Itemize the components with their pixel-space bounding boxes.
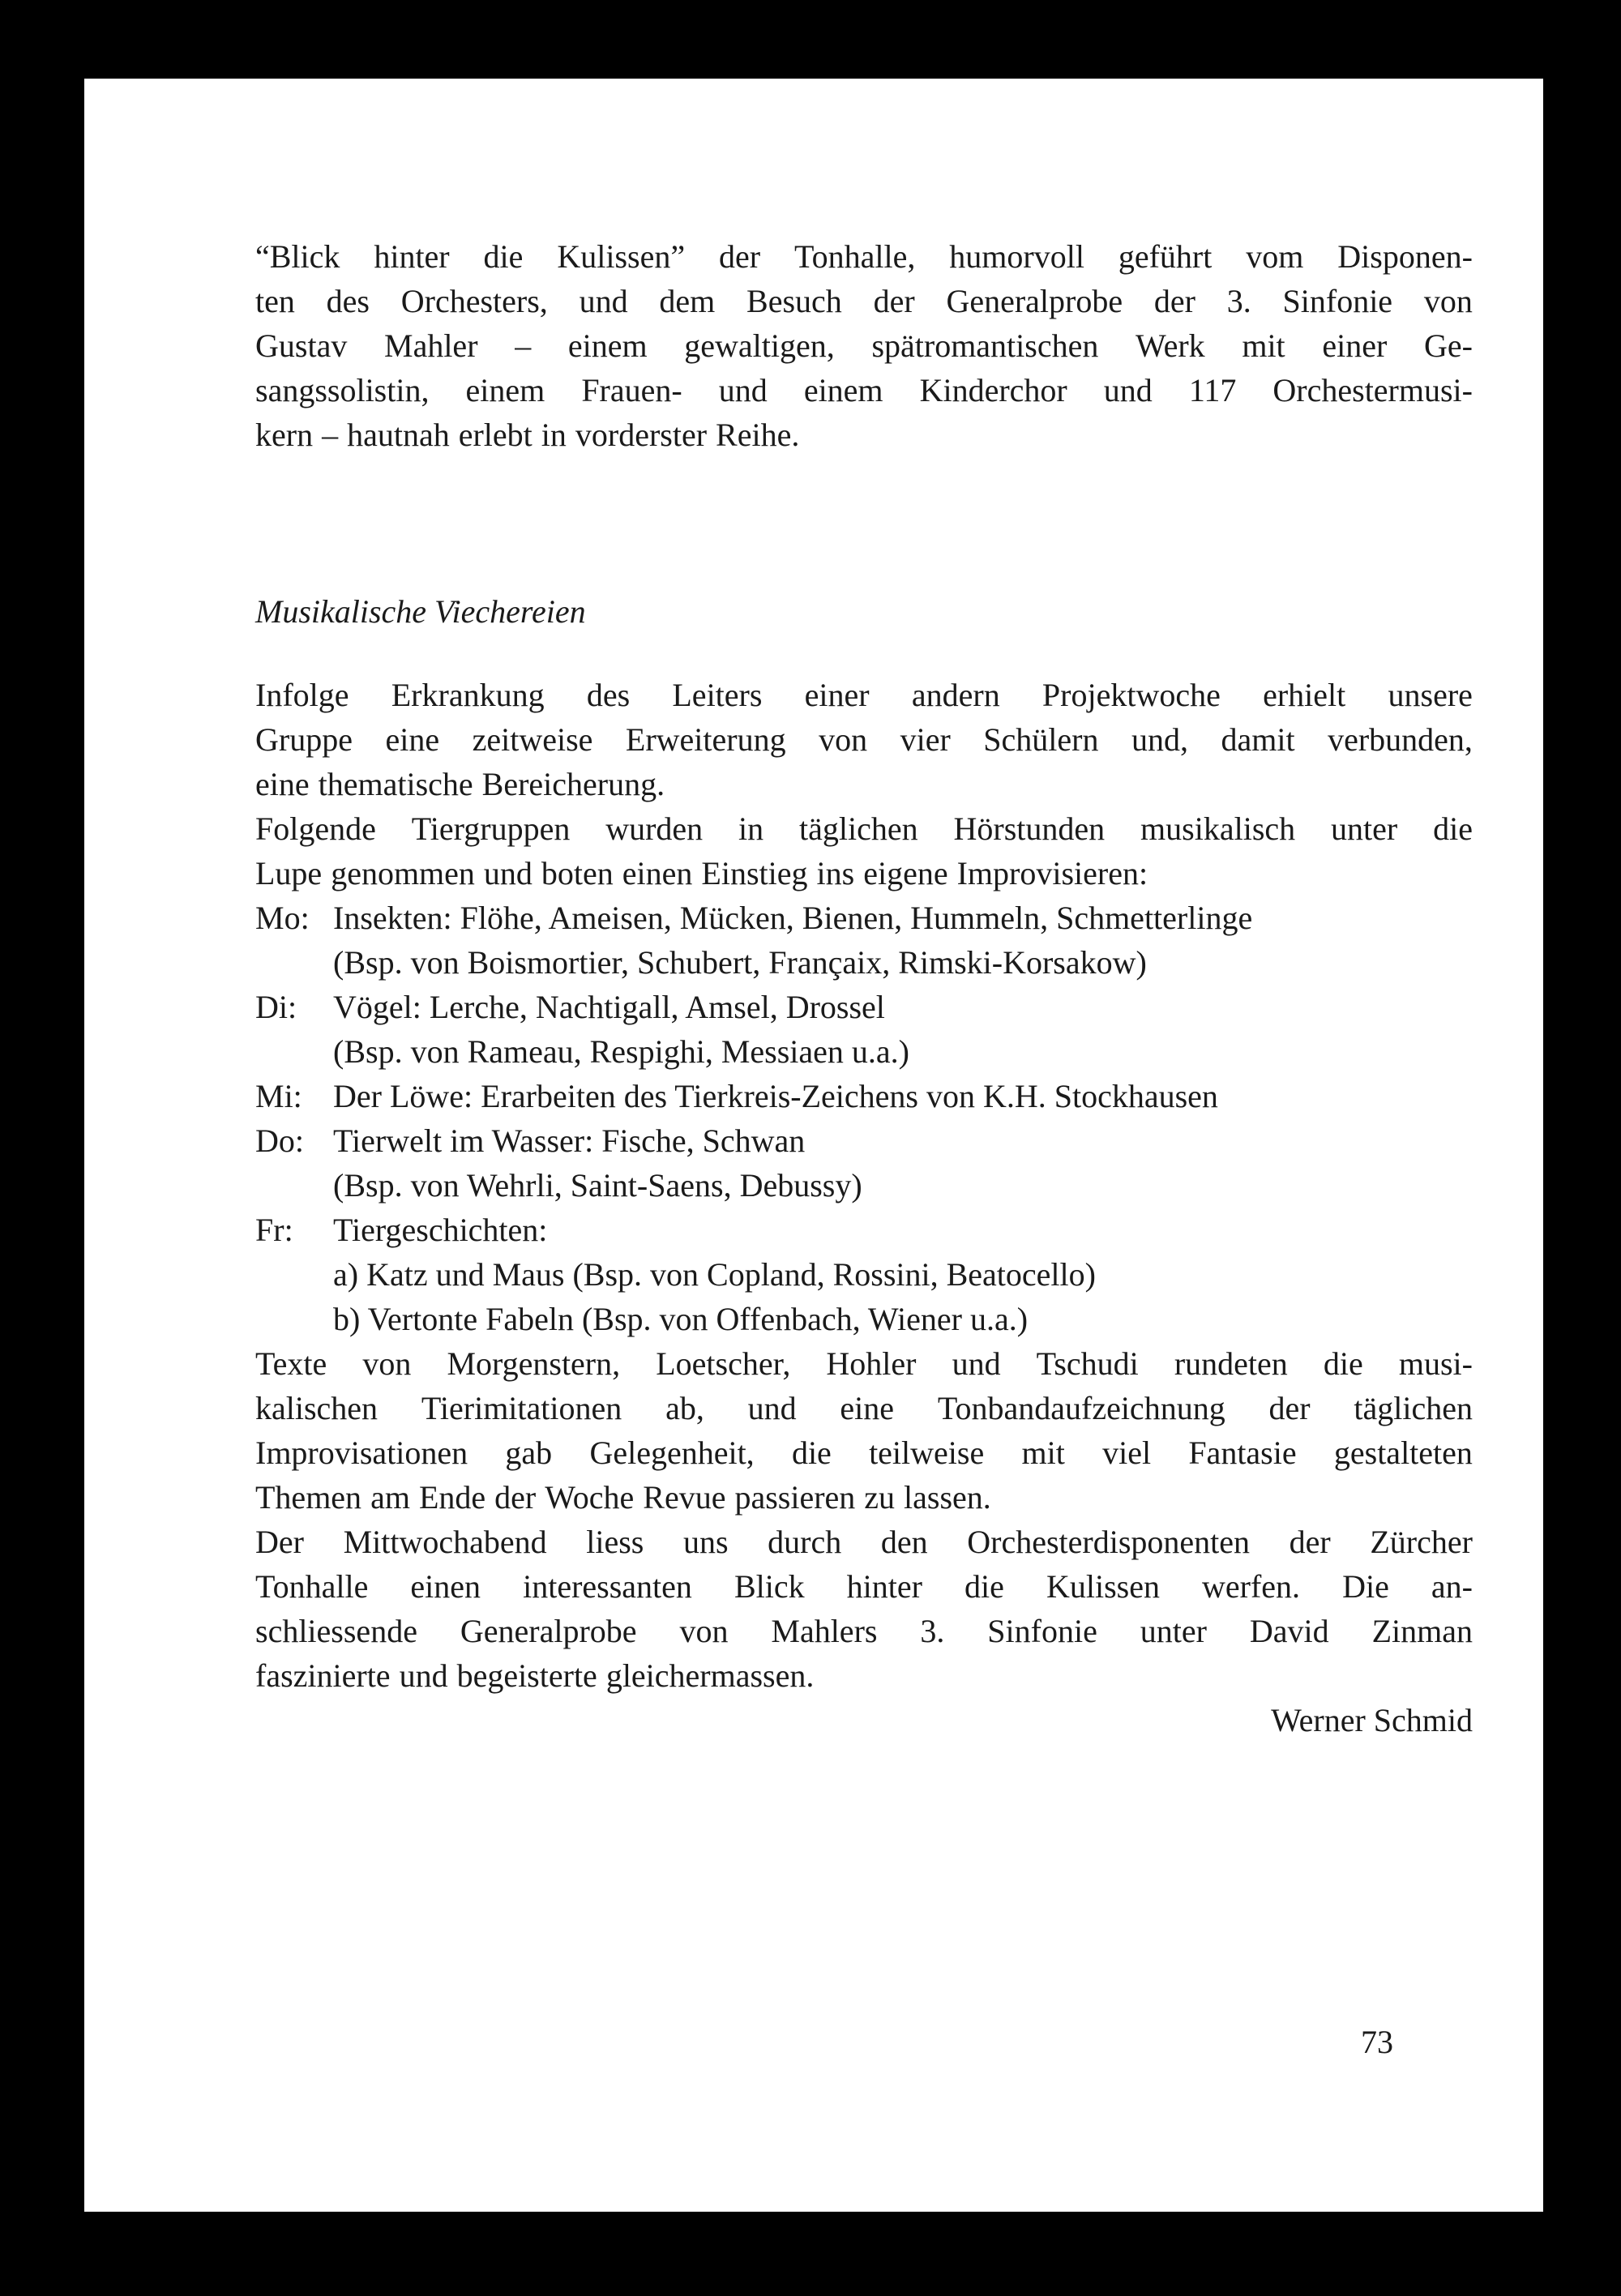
word: unsere	[1388, 677, 1473, 713]
word: einer	[1322, 327, 1388, 364]
word: wurden	[605, 810, 704, 847]
word: die	[964, 1568, 1004, 1605]
word: vom	[1246, 238, 1304, 275]
word: erhielt	[1263, 677, 1346, 713]
word: –	[322, 417, 339, 453]
word: des	[326, 283, 370, 319]
word: Generalprobe	[460, 1613, 637, 1649]
word: spätromantischen	[871, 327, 1099, 364]
intro-paragraph	[255, 234, 1473, 457]
word: der	[873, 283, 915, 319]
word: Improvisieren:	[956, 855, 1148, 891]
word: eigene	[863, 855, 948, 891]
word: zu	[864, 1479, 896, 1516]
word: gewaltigen,	[684, 327, 835, 364]
paragraph-line	[255, 1475, 1473, 1520]
document-page	[84, 79, 1543, 2212]
word: kalischen	[255, 1390, 379, 1426]
word: hinter	[374, 238, 450, 275]
list-item	[255, 1163, 1473, 1208]
word: Mittwochabend	[343, 1524, 547, 1560]
word: Tiergruppen	[411, 810, 571, 847]
word: uns	[682, 1524, 729, 1560]
word: eine	[385, 721, 440, 758]
word: Improvisationen	[255, 1434, 468, 1471]
word: humorvoll	[949, 238, 1084, 275]
word: Texte	[255, 1345, 327, 1382]
day-text: Tiergeschichten:	[333, 1212, 548, 1248]
day-label	[255, 1163, 333, 1208]
word: 3.	[920, 1613, 945, 1649]
word: einen	[622, 855, 693, 891]
day-label	[255, 1029, 333, 1074]
word: Mahler	[384, 327, 478, 364]
day-label: Di:	[255, 989, 297, 1025]
word: Disponen-	[1337, 238, 1473, 275]
word: erlebt	[458, 417, 532, 453]
list-item	[255, 1208, 1473, 1252]
word: der	[719, 238, 761, 275]
word: mit	[1242, 327, 1285, 364]
paragraph-line	[255, 673, 1473, 717]
word: vier	[900, 721, 951, 758]
word: und,	[1131, 721, 1188, 758]
word: passieren	[734, 1479, 856, 1516]
word: Tonhalle,	[793, 238, 916, 275]
word: und	[579, 283, 628, 319]
day-text: Vögel: Lerche, Nachtigall, Amsel, Drossel	[333, 989, 885, 1025]
paragraph-line	[255, 1653, 1473, 1698]
word: verbunden,	[1328, 721, 1473, 758]
word: und	[483, 855, 532, 891]
word: ten	[255, 283, 295, 319]
day-text: Tierwelt im Wasser: Fische, Schwan	[333, 1122, 806, 1159]
paragraph-line	[255, 762, 1473, 806]
list-item	[255, 1074, 1473, 1118]
day-label: Do:	[255, 1122, 304, 1159]
day-text: a) Katz und Maus (Bsp. von Copland, Rossini, Beatocello)	[333, 1256, 1096, 1293]
word: 117	[1188, 372, 1237, 408]
word: und	[952, 1345, 1001, 1382]
word: gestalteten	[1333, 1434, 1473, 1471]
day-label	[255, 1252, 333, 1297]
day-text: Insekten: Flöhe, Ameisen, Mücken, Bienen, Hummeln, Schmetterlinge	[333, 900, 1253, 936]
word: einem	[465, 372, 545, 408]
word: Bereicherung.	[481, 766, 665, 802]
word: Erkrankung	[391, 677, 545, 713]
paragraph-line	[255, 851, 1473, 896]
paragraph-line	[255, 1341, 1473, 1386]
word: der	[1268, 1390, 1311, 1426]
word: Orchesterdisponenten	[967, 1524, 1251, 1560]
word: Gelegenheit,	[589, 1434, 755, 1471]
word: täglichen	[1354, 1390, 1473, 1426]
paragraph-line	[255, 368, 1473, 413]
day-label: Mi:	[255, 1078, 302, 1114]
word: Tonbandaufzeichnung	[937, 1390, 1225, 1426]
word: Werk	[1136, 327, 1205, 364]
word: Besuch	[746, 283, 842, 319]
word: –	[515, 327, 532, 364]
word: Orchestermusi-	[1272, 372, 1473, 408]
word: viel	[1102, 1434, 1152, 1471]
word: lassen.	[904, 1479, 991, 1516]
word: Hohler	[826, 1345, 917, 1382]
word: liess	[586, 1524, 644, 1560]
word: hinter	[846, 1568, 922, 1605]
word: faszinierte	[255, 1657, 391, 1694]
word: geführt	[1118, 238, 1213, 275]
word: unter	[1331, 810, 1398, 847]
paragraph-line	[255, 323, 1473, 368]
word: musi-	[1398, 1345, 1473, 1382]
word: Tonhalle	[255, 1568, 369, 1605]
word: der	[1153, 283, 1195, 319]
word: einen	[410, 1568, 481, 1605]
word: “Blick	[255, 238, 340, 275]
word: Erweiterung	[625, 721, 786, 758]
page-number: 73	[1361, 2024, 1393, 2060]
word: rundeten	[1174, 1345, 1288, 1382]
word: und	[718, 372, 768, 408]
word: Der	[255, 1524, 304, 1560]
paragraph-line	[255, 1386, 1473, 1430]
word: boten	[541, 855, 614, 891]
list-item	[255, 896, 1473, 940]
word: Loetscher,	[656, 1345, 791, 1382]
word: Einstieg	[701, 855, 808, 891]
word: Kulissen	[1046, 1568, 1160, 1605]
word: Leiters	[672, 677, 763, 713]
paragraph-line	[255, 1609, 1473, 1653]
word: begeisterte	[456, 1657, 597, 1694]
word: Generalprobe	[946, 283, 1123, 319]
word: den	[880, 1524, 928, 1560]
word: Sinfonie	[1282, 283, 1393, 319]
word: ins	[816, 855, 855, 891]
word: Orchesters,	[400, 283, 548, 319]
schedule-list	[255, 896, 1473, 1341]
word: einem	[803, 372, 883, 408]
paragraph-line	[255, 234, 1473, 279]
word: Infolge	[255, 677, 349, 713]
word: kern	[255, 417, 314, 453]
word: und	[747, 1390, 797, 1426]
word: einer	[804, 677, 870, 713]
word: Reihe.	[716, 417, 800, 453]
word: Frauen-	[581, 372, 682, 408]
word: Ge-	[1423, 327, 1473, 364]
word: Themen	[255, 1479, 362, 1516]
word: von	[679, 1613, 729, 1649]
day-label: Mo:	[255, 900, 310, 936]
word: am	[370, 1479, 410, 1516]
day-label	[255, 940, 333, 985]
word: Fantasie	[1188, 1434, 1297, 1471]
day-text: (Bsp. von Boismortier, Schubert, Françaix, Rimski-Korsakow)	[333, 944, 1147, 981]
word: Sinfonie	[987, 1613, 1097, 1649]
word: Morgenstern,	[447, 1345, 621, 1382]
paragraph-line	[255, 1564, 1473, 1609]
word: hautnah	[347, 417, 450, 453]
paragraph-line	[255, 413, 1473, 457]
day-text: (Bsp. von Rameau, Respighi, Messiaen u.a.)	[333, 1033, 909, 1070]
word: und	[399, 1657, 448, 1694]
word: Schülern	[983, 721, 1099, 758]
word: Lupe	[255, 855, 323, 891]
word: die	[1323, 1345, 1363, 1382]
word: von	[819, 721, 868, 758]
word: in	[738, 810, 764, 847]
word: damit	[1221, 721, 1295, 758]
day-label: Fr:	[255, 1212, 293, 1248]
paragraph-line	[255, 279, 1473, 323]
word: Tierimitationen	[421, 1390, 622, 1426]
word: des	[586, 677, 631, 713]
word: in	[541, 417, 567, 453]
list-item	[255, 1029, 1473, 1074]
word: 3.	[1226, 283, 1251, 319]
word: sangssolistin,	[255, 372, 430, 408]
word: gab	[505, 1434, 553, 1471]
day-label	[255, 1297, 333, 1341]
word: dem	[659, 283, 716, 319]
paragraph-line	[255, 806, 1473, 851]
word: unter	[1140, 1613, 1207, 1649]
body-section	[255, 673, 1473, 1742]
paragraph-line	[255, 1520, 1473, 1564]
word: zeitweise	[472, 721, 593, 758]
word: der	[494, 1479, 537, 1516]
word: mit	[1021, 1434, 1065, 1471]
word: schliessende	[255, 1613, 417, 1649]
word: eine	[255, 766, 310, 802]
word: die	[1433, 810, 1473, 847]
author-signature-line	[255, 1698, 1473, 1742]
word: gleichermassen.	[605, 1657, 815, 1694]
word: andern	[911, 677, 1000, 713]
word: David	[1249, 1613, 1329, 1649]
word: einem	[567, 327, 648, 364]
list-item	[255, 1252, 1473, 1297]
word: eine	[840, 1390, 895, 1426]
word: Die	[1342, 1568, 1389, 1605]
word: Tschudi	[1036, 1345, 1139, 1382]
list-item	[255, 1118, 1473, 1163]
word: ab,	[665, 1390, 704, 1426]
word: werfen.	[1202, 1568, 1301, 1605]
word: thematische	[318, 766, 473, 802]
word: interessanten	[523, 1568, 692, 1605]
word: Mahlers	[771, 1613, 878, 1649]
word: und	[1103, 372, 1153, 408]
word: von	[1423, 283, 1473, 319]
word: Gruppe	[255, 721, 353, 758]
word: musikalisch	[1140, 810, 1296, 847]
author-name: Werner Schmid	[1271, 1702, 1473, 1738]
word: Kinderchor	[919, 372, 1067, 408]
paragraph-line	[255, 1430, 1473, 1475]
word: Kulissen”	[557, 238, 686, 275]
word: Projektwoche	[1041, 677, 1221, 713]
word: Folgende	[255, 810, 376, 847]
word: Zinman	[1371, 1613, 1473, 1649]
list-item	[255, 985, 1473, 1029]
word: die	[483, 238, 524, 275]
word: teilweise	[869, 1434, 985, 1471]
list-item	[255, 940, 1473, 985]
section-heading: Musikalische Viechereien	[255, 593, 586, 630]
word: täglichen	[799, 810, 918, 847]
word: vorderster	[575, 417, 708, 453]
word: die	[791, 1434, 832, 1471]
list-item	[255, 1297, 1473, 1341]
word: Gustav	[255, 327, 348, 364]
day-text: (Bsp. von Wehrli, Saint-Saens, Debussy)	[333, 1167, 862, 1204]
word: Revue	[643, 1479, 726, 1516]
word: Blick	[734, 1568, 805, 1605]
word: von	[362, 1345, 412, 1382]
word: Woche	[545, 1479, 635, 1516]
word: Hörstunden	[953, 810, 1106, 847]
paragraph-line	[255, 717, 1473, 762]
word: Ende	[418, 1479, 486, 1516]
word: an-	[1431, 1568, 1473, 1605]
day-text: Der Löwe: Erarbeiten des Tierkreis-Zeichens von K.H. Stockhausen	[333, 1078, 1218, 1114]
word: durch	[768, 1524, 842, 1560]
day-text: b) Vertonte Fabeln (Bsp. von Offenbach, Wiener u.a.)	[333, 1301, 1029, 1337]
word: genommen	[331, 855, 475, 891]
word: der	[1289, 1524, 1331, 1560]
word: Zürcher	[1370, 1524, 1473, 1560]
